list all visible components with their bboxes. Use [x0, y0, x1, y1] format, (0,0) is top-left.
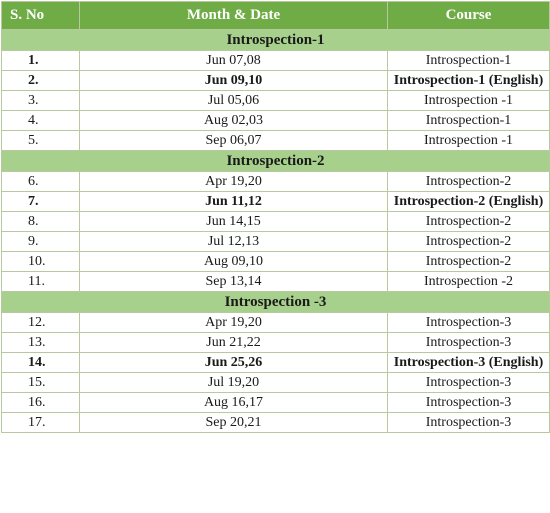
- month-date-cell: Sep 20,21: [80, 413, 388, 433]
- month-date-cell: Sep 06,07: [80, 131, 388, 151]
- table-row: [2, 232, 550, 252]
- header-row: [2, 2, 550, 30]
- serial-number-cell: 4.: [2, 111, 80, 131]
- course-cell: Introspection-2: [388, 252, 550, 272]
- header-sno: S. No: [2, 2, 80, 30]
- month-date-cell: Apr 19,20: [80, 313, 388, 333]
- month-date-cell: Sep 13,14: [80, 272, 388, 292]
- course-cell: Introspection-3: [388, 333, 550, 353]
- course-cell: Introspection-1 (English): [388, 71, 550, 91]
- course-cell: Introspection-1: [388, 111, 550, 131]
- header-course: Course: [388, 2, 550, 30]
- course-cell: Introspection -1: [388, 91, 550, 111]
- serial-number-cell: 12.: [2, 313, 80, 333]
- table-row: [2, 393, 550, 413]
- serial-number-cell: 9.: [2, 232, 80, 252]
- month-date-cell: Jul 19,20: [80, 373, 388, 393]
- course-cell: Introspection-3: [388, 413, 550, 433]
- serial-number-cell: 5.: [2, 131, 80, 151]
- month-date-cell: Aug 02,03: [80, 111, 388, 131]
- month-date-cell: Jun 11,12: [80, 192, 388, 212]
- section-title: Introspection-2: [2, 151, 550, 172]
- month-date-cell: Jul 05,06: [80, 91, 388, 111]
- section-header-row: [2, 292, 550, 313]
- course-cell: Introspection-2 (English): [388, 192, 550, 212]
- month-date-cell: Jul 12,13: [80, 232, 388, 252]
- table-row: [2, 212, 550, 232]
- course-cell: Introspection -2: [388, 272, 550, 292]
- table-row: [2, 91, 550, 111]
- section-title: Introspection-1: [2, 30, 550, 51]
- course-cell: Introspection-2: [388, 212, 550, 232]
- serial-number-cell: 10.: [2, 252, 80, 272]
- month-date-cell: Jun 25,26: [80, 353, 388, 373]
- table-row: [2, 172, 550, 192]
- month-date-cell: Apr 19,20: [80, 172, 388, 192]
- serial-number-cell: 11.: [2, 272, 80, 292]
- table-row: [2, 71, 550, 91]
- table-row: [2, 313, 550, 333]
- section-header-row: [2, 151, 550, 172]
- month-date-cell: Jun 14,15: [80, 212, 388, 232]
- course-cell: Introspection -1: [388, 131, 550, 151]
- schedule-table: [1, 1, 550, 433]
- serial-number-cell: 8.: [2, 212, 80, 232]
- serial-number-cell: 14.: [2, 353, 80, 373]
- serial-number-cell: 15.: [2, 373, 80, 393]
- table-row: [2, 333, 550, 353]
- month-date-cell: Jun 21,22: [80, 333, 388, 353]
- table-row: [2, 192, 550, 212]
- course-cell: Introspection-3 (English): [388, 353, 550, 373]
- table-body: [2, 30, 550, 433]
- course-cell: Introspection-1: [388, 51, 550, 71]
- serial-number-cell: 13.: [2, 333, 80, 353]
- month-date-cell: Aug 09,10: [80, 252, 388, 272]
- table-row: [2, 373, 550, 393]
- serial-number-cell: 3.: [2, 91, 80, 111]
- table-row: [2, 51, 550, 71]
- section-header-row: [2, 30, 550, 51]
- course-cell: Introspection-3: [388, 373, 550, 393]
- course-cell: Introspection-3: [388, 393, 550, 413]
- section-title: Introspection -3: [2, 292, 550, 313]
- table-row: [2, 111, 550, 131]
- month-date-cell: Aug 16,17: [80, 393, 388, 413]
- serial-number-cell: 6.: [2, 172, 80, 192]
- table-row: [2, 353, 550, 373]
- header-month-date: Month & Date: [80, 2, 388, 30]
- table-row: [2, 272, 550, 292]
- table-row: [2, 252, 550, 272]
- serial-number-cell: 16.: [2, 393, 80, 413]
- serial-number-cell: 7.: [2, 192, 80, 212]
- serial-number-cell: 17.: [2, 413, 80, 433]
- course-cell: Introspection-2: [388, 232, 550, 252]
- course-cell: Introspection-3: [388, 313, 550, 333]
- month-date-cell: Jun 07,08: [80, 51, 388, 71]
- serial-number-cell: 1.: [2, 51, 80, 71]
- table-row: [2, 413, 550, 433]
- course-cell: Introspection-2: [388, 172, 550, 192]
- table-row: [2, 131, 550, 151]
- month-date-cell: Jun 09,10: [80, 71, 388, 91]
- serial-number-cell: 2.: [2, 71, 80, 91]
